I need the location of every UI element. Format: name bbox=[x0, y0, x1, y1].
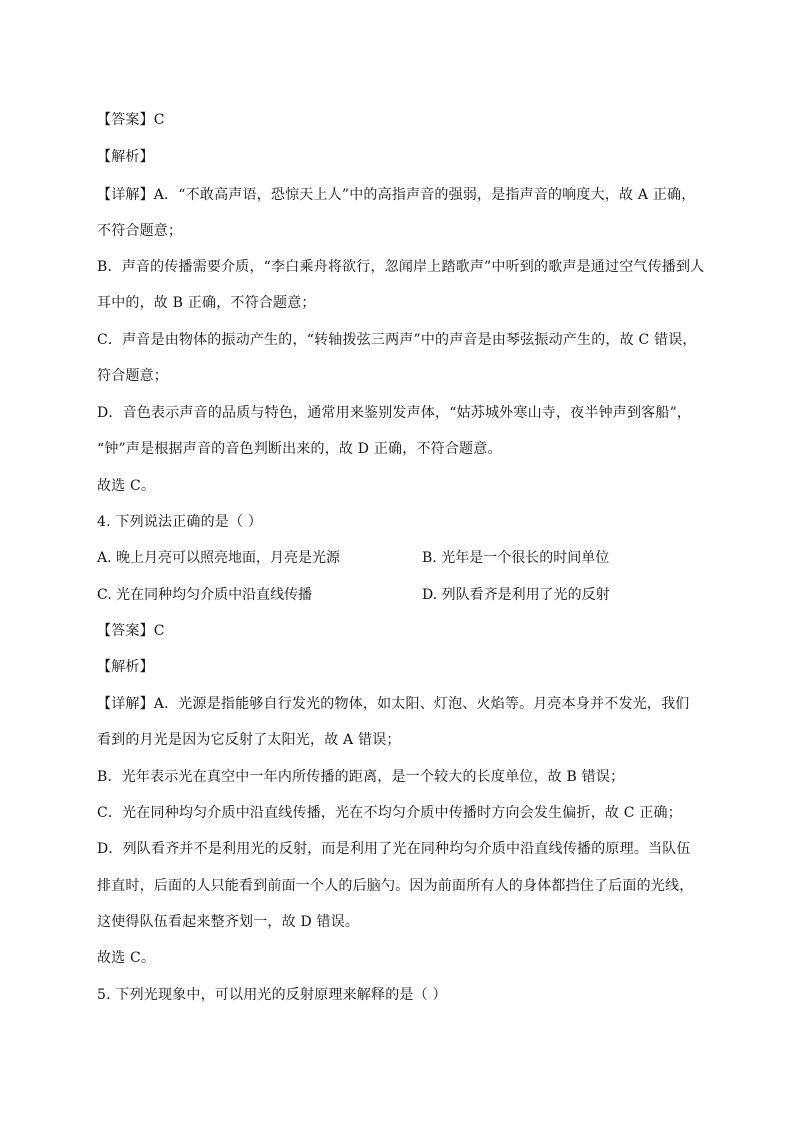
q4-detail-line: 排直时，后面的人只能看到前面一个人的后脑勺。因为前面所有人的身体都挡住了后面的光线， bbox=[97, 878, 694, 894]
q4-detail-line: D．列队看齐并不是利用光的反射，而是利用了光在同种均匀介质中沿直线传播的原理。当队伍 bbox=[97, 841, 691, 857]
q5-stem: 5. 下列光现象中，可以用光的反射原理来解释的是（ ） bbox=[97, 987, 447, 1003]
q4-option-c: C. 光在同种均匀介质中沿直线传播 bbox=[97, 587, 313, 603]
q3-detail-line: B．声音的传播需要介质，“李白乘舟将欲行，忽闻岸上踏歌声”中听到的歌声是通过空气传播到人 bbox=[97, 259, 705, 275]
q4-stem: 4. 下列说法正确的是（ ） bbox=[97, 514, 263, 530]
q3-detail-line: 不符合题意； bbox=[97, 223, 183, 239]
q4-analysis-heading: 【解析】 bbox=[97, 659, 154, 675]
q3-detail-line: 符合题意； bbox=[97, 368, 168, 384]
q4-detail-line: C．光在同种均匀介质中沿直线传播，光在不均匀介质中传播时方向会发生偏折，故 C 正确； bbox=[97, 805, 682, 821]
q3-detail-line: 【详解】A．“不敢高声语，恐惊天上人”中的高指声音的强弱，是指声音的响度大，故 A 正确， bbox=[97, 187, 696, 203]
q3-conclusion: 故选 C。 bbox=[97, 478, 156, 494]
q4-answer: 【答案】C bbox=[97, 623, 165, 639]
q4-detail-line: 看到的月光是因为它反射了太阳光，故 A 错误； bbox=[97, 732, 401, 748]
q4-detail-line: 【详解】A．光源是指能够自行发光的物体，如太阳、灯泡、火焰等。月亮本身并不发光，我们 bbox=[97, 696, 690, 712]
q4-detail-line: 这使得队伍看起来整齐划一，故 D 错误。 bbox=[97, 914, 360, 930]
q3-answer: 【答案】C bbox=[97, 112, 165, 128]
q4-option-a: A. 晚上月亮可以照亮地面，月亮是光源 bbox=[97, 550, 341, 566]
q4-option-d: D. 列队看齐是利用了光的反射 bbox=[422, 587, 610, 603]
q4-option-b: B. 光年是一个很长的时间单位 bbox=[422, 550, 610, 566]
q3-detail-line: 耳中的，故 B 正确，不符合题意； bbox=[97, 295, 316, 311]
q3-detail-line: D．音色表示声音的品质与特色，通常用来鉴别发声体，“姑苏城外寒山寺，夜半钟声到客船”， bbox=[97, 405, 692, 421]
q3-detail-line: C．声音是由物体的振动产生的，“转轴拨弦三两声”中的声音是由琴弦振动产生的，故 C 错误， bbox=[97, 332, 697, 348]
q4-detail-line: B．光年表示光在真空中一年内所传播的距离，是一个较大的长度单位，故 B 错误； bbox=[97, 769, 625, 785]
q4-conclusion: 故选 C。 bbox=[97, 950, 156, 966]
q3-analysis-heading: 【解析】 bbox=[97, 149, 154, 165]
q3-detail-line: “钟”声是根据声音的音色判断出来的，故 D 正确，不符合题意。 bbox=[97, 441, 502, 457]
